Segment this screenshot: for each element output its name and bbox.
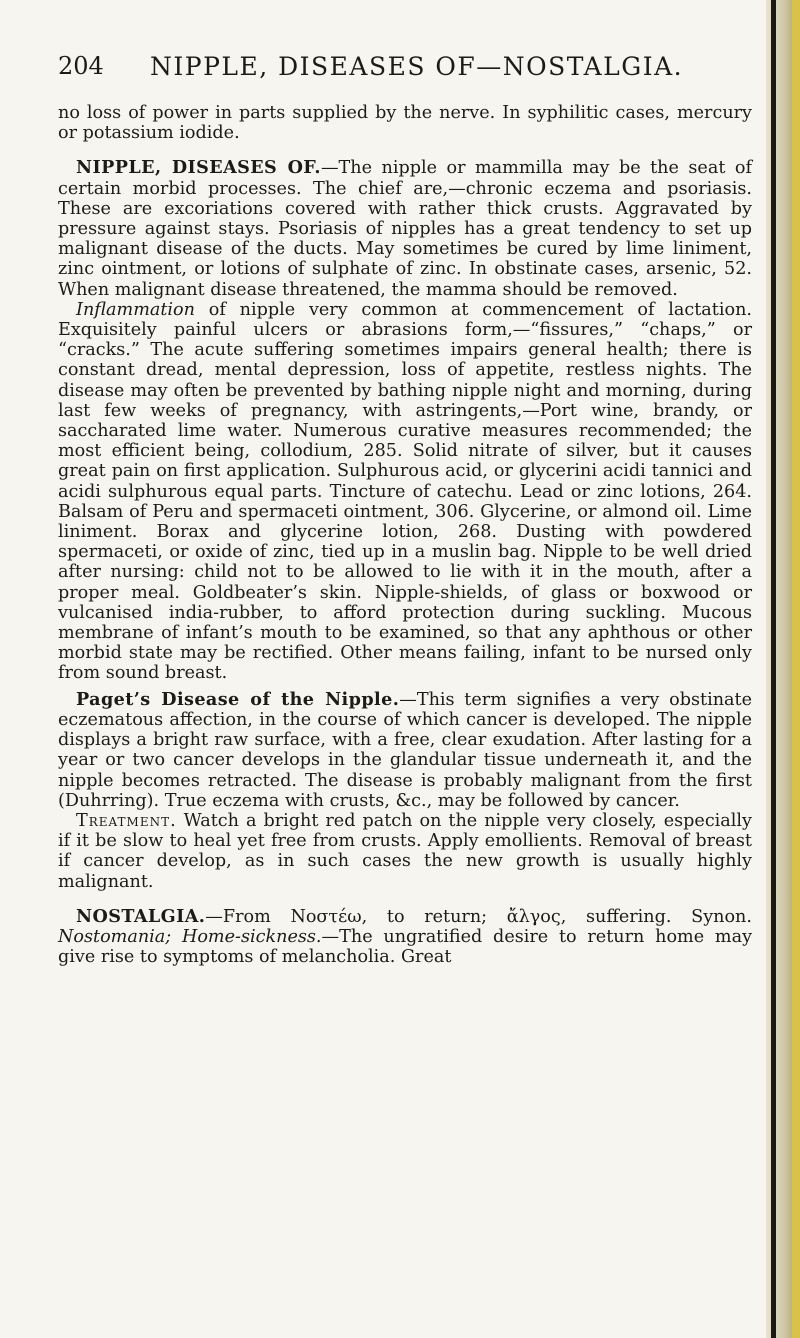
entry-heading: Paget’s Disease of the Nipple. <box>76 688 400 710</box>
paragraph-text: no loss of power in parts supplied by the nerve. In syphilitic cases, mercury or potassium iodide. <box>58 103 752 144</box>
page-number: 204 <box>58 52 104 80</box>
entry-nostalgia <box>58 907 752 968</box>
page-header <box>58 44 758 84</box>
entry-pagets-disease <box>58 690 752 811</box>
running-head: NIPPLE, DISEASES OF—NOSTALGIA. <box>150 52 684 81</box>
paragraph-text: , to return; <box>361 906 507 927</box>
book-edge <box>792 0 800 1338</box>
synonyms: Nostomania; Home-sickness. <box>58 926 322 947</box>
paragraph-text: Watch a bright red patch on the nipple very closely, especially if it be slow to heal yet free from crusts. Apply emollients. Removal of breast if cancer develop, as in such cases the new growth is usually highly malignant. <box>58 810 752 892</box>
subentry-heading: Inflammation <box>76 299 195 320</box>
paragraph-text: —From <box>205 906 291 927</box>
entry-heading: NOSTALGIA. <box>76 905 206 927</box>
greek-word: ἄλγος <box>506 906 561 927</box>
subentry-heading: Treatment. <box>76 810 177 831</box>
entry-heading: NIPPLE, DISEASES OF. <box>76 157 321 179</box>
entry-treatment <box>58 811 752 892</box>
entry-inflammation <box>58 300 752 684</box>
paragraph-continuation <box>58 103 752 143</box>
greek-word: Νοστέω <box>290 906 362 927</box>
paragraph-text: —The ungratified desire to return home may give rise to symptoms of melancholia. Great <box>58 926 753 968</box>
paragraph-text: of nipple very common at commencement of lactation. Exquisitely painful ulcers or abrasions form,—“fissures,” “chaps,” or “cracks.” The acute suffering sometimes impairs general health; there is constant dread, mental depression, loss of appetite, restless nights. The disease may often be prevented by bathing nipple night and morning, during last few weeks of pregnancy, with astringents,—Port wine, brandy, or saccharated lime water. Numerous curative measures recommended; the most efficient being, collodium, 285. Solid nitrate of silver, but it causes great pain on first application. Sulphurous acid, or glycerini acidi tannici and acidi sulphurous equal parts. Tincture of catechu. Lead or zinc lotions, 264. Balsam of Peru and spermaceti ointment, 306. Glycerine, or almond oil. Lime liniment. Borax and glycerine lotion, 268. Dusting with powdered spermaceti, or oxide of zinc, tied up in a muslin bag. Nipple to be well dried after nursing: child not to be allowed to lie with it in the mouth, after a proper meal. Goldbeater’s skin. Nipple-shields, of glass or boxwood or vulcanised india-rubber, to afford protection during suckling. Mucous membrane of infant’s mouth to be examined, so that any aphthous or other morbid state may be rectified. Other means failing, infant to be nursed only from sound breast. <box>58 299 752 684</box>
paragraph-text: —The nipple or mammilla may be the seat of certain morbid processes. The chief are,—chronic eczema and psoriasis. These are excoriations covered with rather thick crusts. Aggravated by pressure against stays. Psoriasis of nipples has a great tendency to set up malignant disease of the ducts. May sometimes be cured by lime liniment, zinc ointment, or lotions of sulphate of zinc. In obstinate cases, arsenic, 52. When malignant disease threatened, the mamma should be removed. <box>58 158 752 300</box>
entry-nipple-diseases <box>58 158 752 299</box>
paragraph-text: , suffering. Synon. <box>560 906 752 927</box>
text-column <box>58 103 752 967</box>
paragraph-text: —This term signifies a very obstinate eczematous affection, in the course of which cancer is developed. The nipple displays a bright raw surface, with a free, clear exudation. After lasting for a year or two cancer develops in the glandular tissue underneath it, and the nipple becomes retracted. The disease is probably malignant from the first (Duhrring). True eczema with crusts, &c., may be followed by cancer. <box>58 689 752 811</box>
binding-edge <box>771 0 776 1338</box>
